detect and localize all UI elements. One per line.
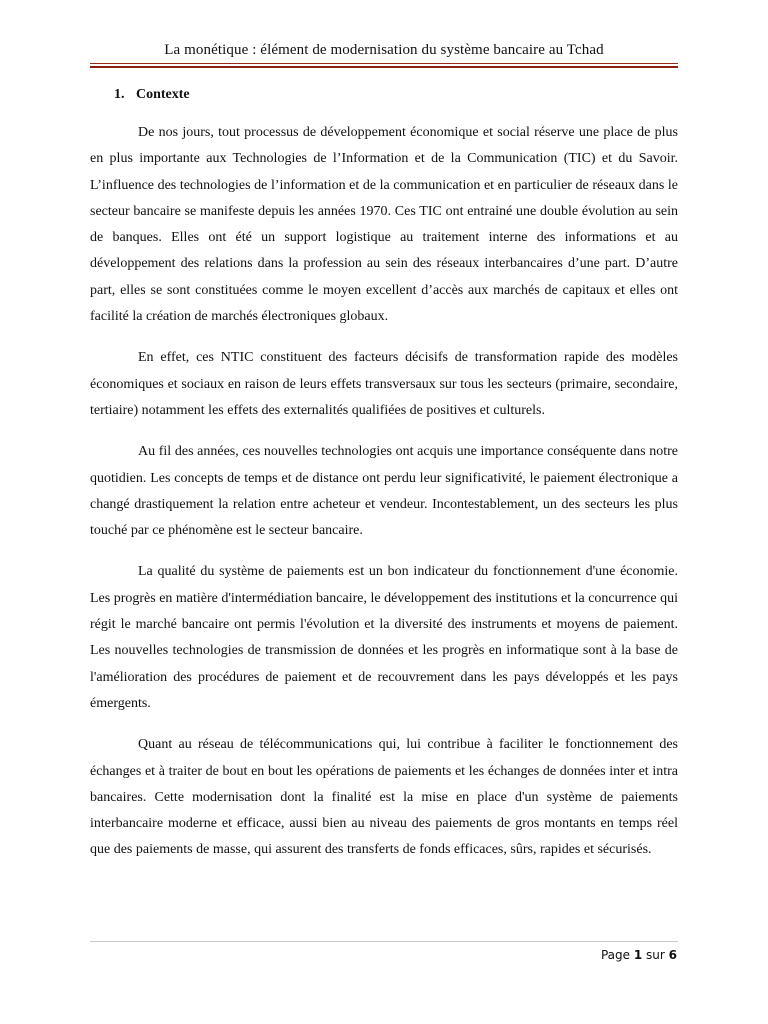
section-heading: [114, 85, 190, 105]
page-word: Page: [600, 948, 630, 962]
paragraph-1: De nos jours, tout processus de développement économique et social réserve une place de plus en plus importante aux Technologies de l’Information et de la Communication (TIC) et du Savoir. L’influence des technologies de l’information et de la communication et en particulier de réseaux dans le secteur bancaire se manifeste depuis les années 1970. Ces TIC ont entrainé une double évolution au sein de banques. Elles ont été un support logistique au traitement interne des informations et au développement des relations dans la profession au sein des réseaux interbancaires d’une part. D’autre part, elles se sont constituées comme le moyen excellent d’accès aux marchés de capitaux et elles ont facilité la création de marchés électroniques globaux.: [90, 125, 678, 325]
body-text: [90, 120, 678, 879]
paragraph-2: En effet, ces NTIC constituent des facteurs décisifs de transformation rapide des modèles économiques et sociaux en raison de leurs effets transversaux sur tous les secteurs (primaire, secondaire, tertiaire) notamment les effets des externalités qualifiées de positives et culturels.: [90, 350, 678, 418]
page-header: La monétique : élément de modernisation du système bancaire au Tchad: [164, 42, 604, 58]
paragraph-3: Au fil des années, ces nouvelles technologies ont acquis une importance conséquente dans notre quotidien. Les concepts de temps et de distance ont perdu leur significativité, le paiement électronique a changé drastiquement la relation entre acheteur et vendeur. Incontestablement, un des secteurs les plus touché par ce phénomène est le secteur bancaire.: [90, 444, 678, 539]
footer-divider: [90, 941, 678, 942]
header-divider-thin: [90, 63, 678, 64]
current-page: 1: [633, 948, 643, 962]
section-number: 1.: [114, 87, 125, 102]
header-divider-thick: [90, 66, 678, 68]
paragraph-5: Quant au réseau de télécommunications qui, lui contribue à faciliter le fonctionnement des échanges et à traiter de bout en bout les opérations de paiements et les échanges de données inter et intra bancaires. Cette modernisation dont la finalité est la mise en place d'un système de paiements interbancaire moderne et efficace, aussi bien au niveau des paiements de gros montants en temps réel que des paiements de masse, qui assurent des transferts de fonds efficaces, sûrs, rapides et sécurisés.: [90, 737, 678, 858]
total-pages: 6: [668, 948, 677, 962]
section-title: Contexte: [136, 87, 190, 102]
of-word: sur: [646, 948, 665, 962]
page-number: [601, 946, 677, 964]
paragraph-4: La qualité du système de paiements est un bon indicateur du fonctionnement d'une économie. Les progrès en matière d'intermédiation bancaire, le développement des institutions et la concurrence qui régit le marché bancaire ont permis l'évolution et la diversité des instruments et moyens de paiement. Les nouvelles technologies de transmission de données et les progrès en informatique sont à la base de l'amélioration des procédures de paiement et de recouvrement dans les pays développés et les pays émergents.: [90, 564, 678, 711]
